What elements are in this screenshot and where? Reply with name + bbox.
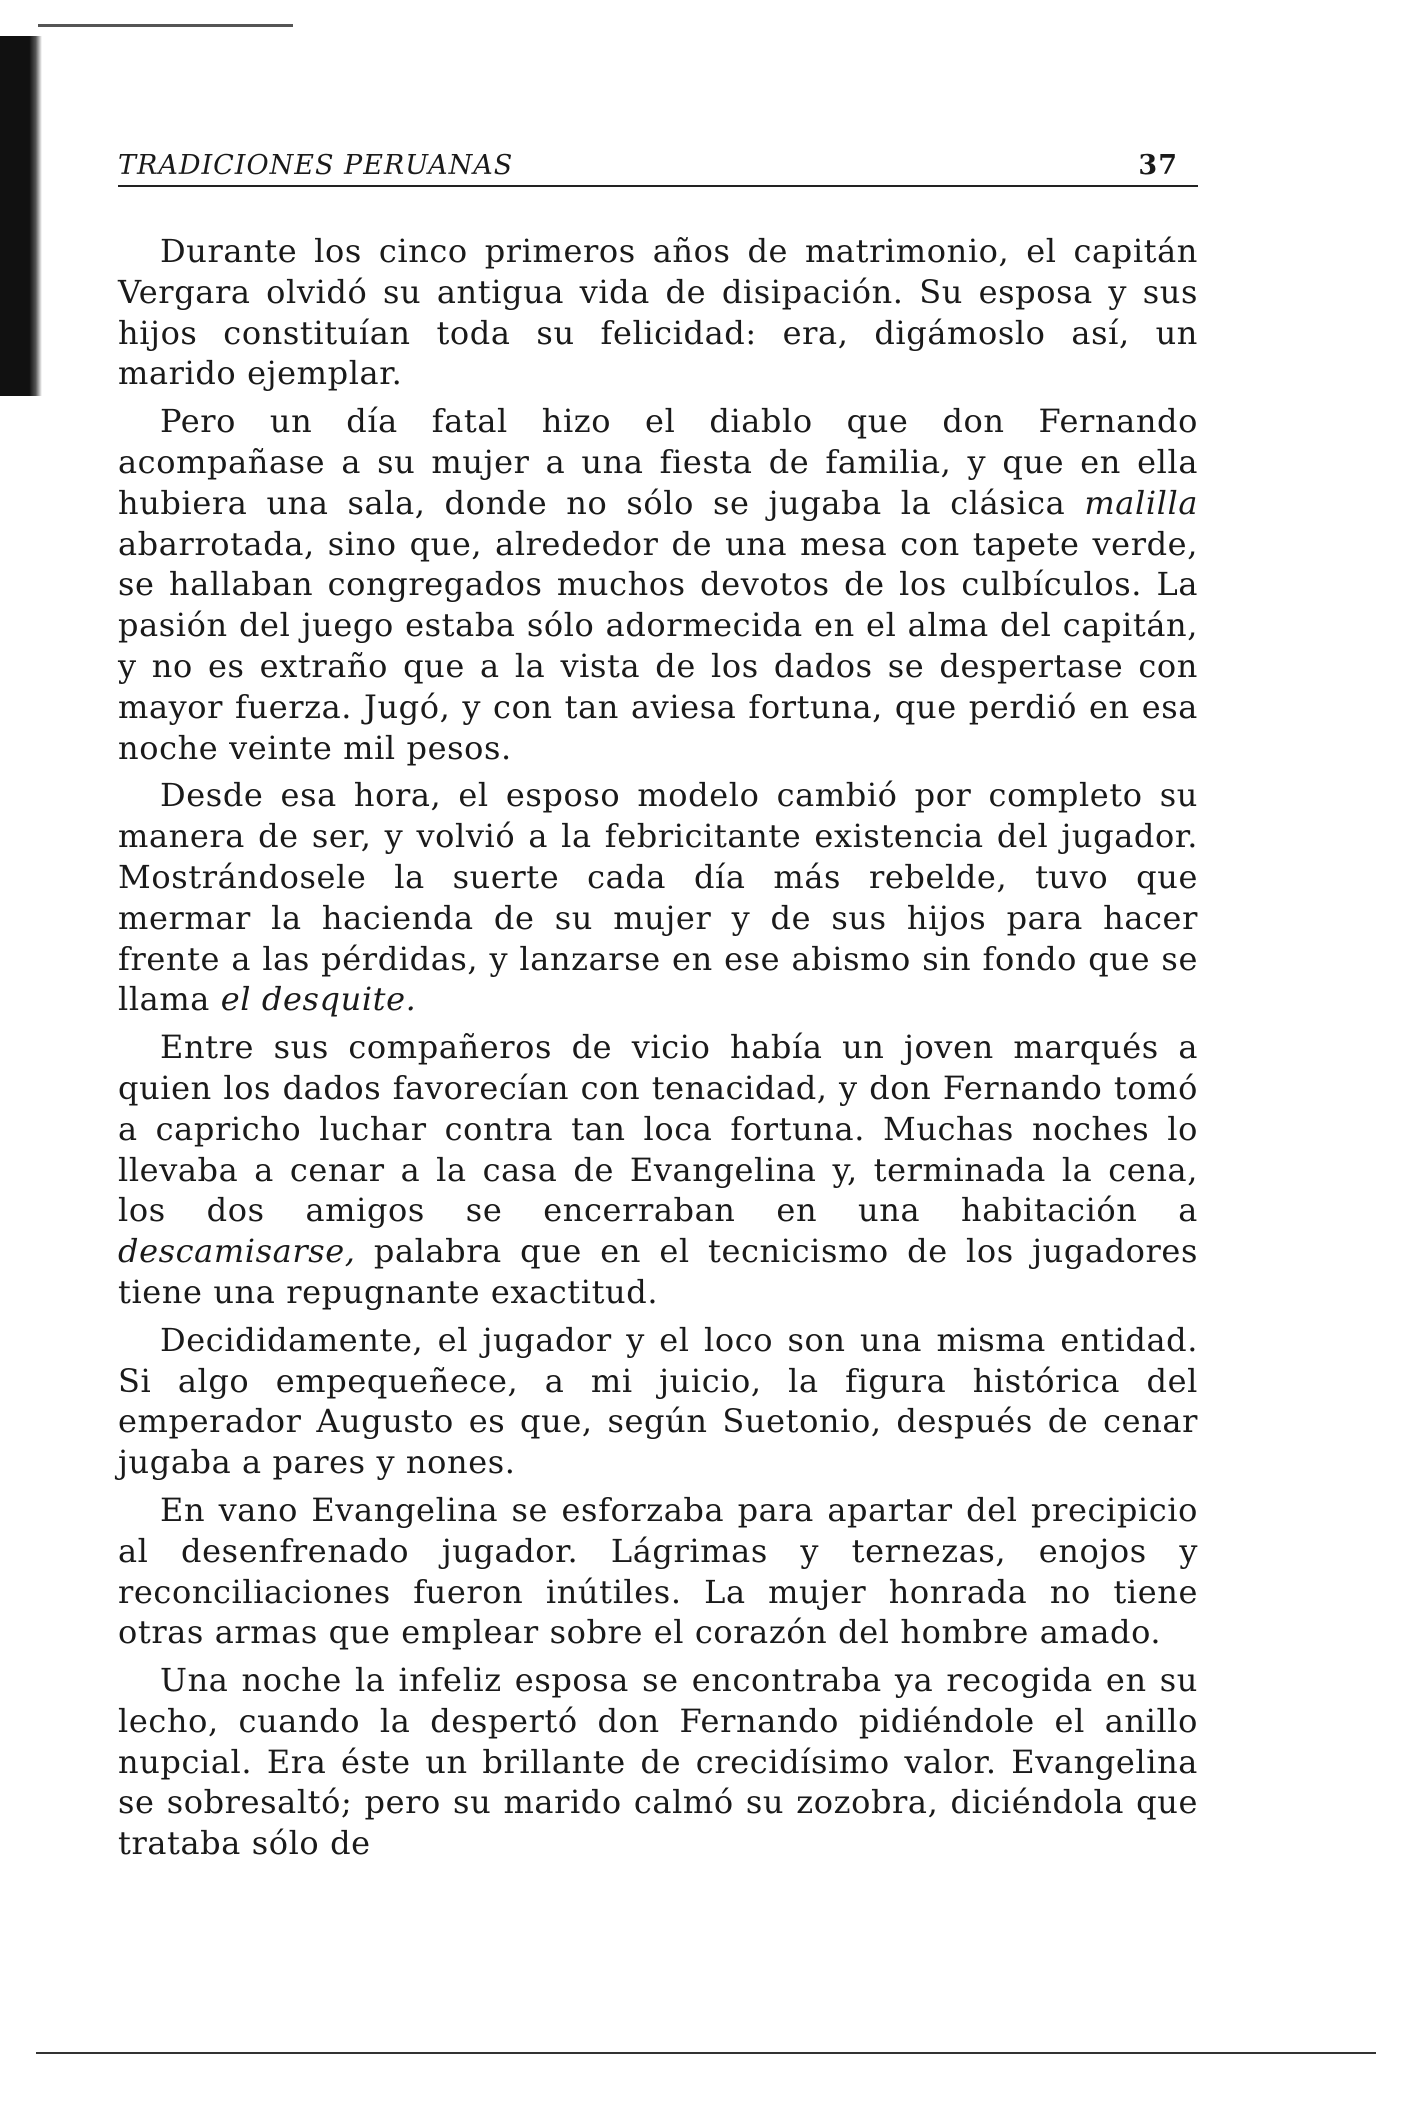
paragraph (118, 1490, 1198, 1653)
paragraph (118, 1320, 1198, 1483)
book-page (118, 150, 1198, 1871)
scan-binding-shadow (0, 36, 42, 396)
text-run: Pero un día fatal hizo el diablo que don Fernando acompañase a su mujer a una fiesta de familia, y que en ella hubiera una sala, donde no sólo se jugaba la clásica (118, 402, 1198, 522)
paragraph (118, 1027, 1198, 1313)
paragraph (118, 401, 1198, 768)
scan-top-edge (38, 24, 293, 27)
text-run: Durante los cinco primeros años de matrimonio, el capitán Vergara olvidó su antigua vida de disipación. Su esposa y sus hijos constituían toda su felicidad: era, digámoslo así, un marido ejemplar. (118, 232, 1198, 393)
book-title: TRADICIONES PERUANAS (118, 150, 514, 181)
running-header (118, 150, 1198, 187)
text-run: Decididamente, el jugador y el loco son una misma entidad. Si algo empequeñece, a mi juicio, la figura histórica del emperador Augusto es que, según Suetonio, después de cenar jugaba a pares y nones. (118, 1320, 1198, 1482)
italic-term: descamisarse, (118, 1232, 356, 1271)
paragraph (118, 1660, 1198, 1864)
text-run: palabra que en el tecnicismo de los jugadores tiene una repugnante exactitud. (118, 1232, 1198, 1311)
text-run: abarrotada, sino que, alrededor de una mesa con tapete verde, se hallaban congregados muchos devotos de los culbículos. La pasión del juego estaba sólo adormecida en el alma del capitán, y no es extraño que a la vista de los dados se despertase con mayor fuerza. Jugó, y con tan aviesa fortuna, que perdió en esa noche veinte mil pesos. (118, 524, 1198, 767)
bottom-rule (36, 2052, 1376, 2054)
body-text (118, 231, 1198, 1864)
text-run: Entre sus compañeros de vicio había un joven marqués a quien los dados favorecían con tenacidad, y don Fernando tomó a capricho luchar contra tan loca fortuna. Muchas noches lo llevaba a cenar a la casa de Evangelina y, terminada la cena, los dos amigos se encerraban en una habitación a (118, 1028, 1198, 1230)
text-run: Desde esa hora, el esposo modelo cambió por completo su manera de ser, y volvió a la febricitante existencia del jugador. Mostrándosele la suerte cada día más rebelde, tuvo que mermar la hacienda de su mujer y de sus hijos para hacer frente a las pérdidas, y lanzarse en ese abismo sin fondo que se llama (118, 776, 1198, 1019)
italic-term: el desquite. (220, 980, 417, 1019)
paragraph (118, 231, 1198, 394)
italic-term: malilla (1084, 483, 1198, 522)
paragraph (118, 775, 1198, 1020)
text-run: En vano Evangelina se esforzaba para apartar del precipicio al desenfrenado jugador. Lágrimas y ternezas, enojos y reconciliaciones fueron inútiles. La mujer honrada no tiene otras armas que emplear sobre el corazón del hombre amado. (118, 1490, 1198, 1652)
page-number: 37 (1138, 150, 1178, 181)
text-run: Una noche la infeliz esposa se encontraba ya recogida en su lecho, cuando la despertó don Fernando pidiéndole el anillo nupcial. Era éste un brillante de crecidísimo valor. Evangelina se sobresaltó; pero su marido calmó su zozobra, diciéndola que trataba sólo de (118, 1661, 1198, 1863)
